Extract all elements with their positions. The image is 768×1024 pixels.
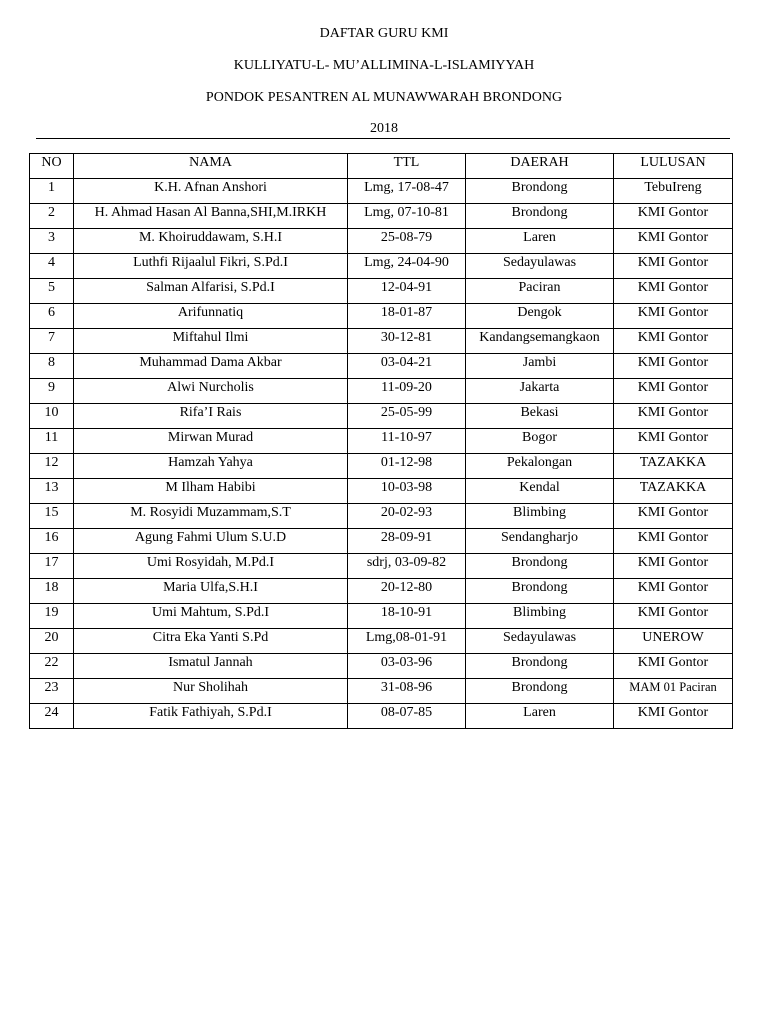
cell-ttl: 20-02-93 bbox=[348, 504, 466, 529]
column-header-ttl: TTL bbox=[348, 154, 466, 179]
cell-nama: Nur Sholihah bbox=[74, 679, 348, 704]
cell-ttl: 18-01-87 bbox=[348, 304, 466, 329]
cell-daerah: Bogor bbox=[466, 429, 614, 454]
table-row bbox=[30, 454, 733, 479]
cell-lulusan: TAZAKKA bbox=[614, 454, 733, 479]
cell-daerah: Brondong bbox=[466, 579, 614, 604]
column-header-lulusan: LULUSAN bbox=[614, 154, 733, 179]
table-row bbox=[30, 604, 733, 629]
cell-lulusan: TAZAKKA bbox=[614, 479, 733, 504]
cell-daerah: Kandangsemangkaon bbox=[466, 329, 614, 354]
cell-ttl: 25-08-79 bbox=[348, 229, 466, 254]
cell-lulusan: MAM 01 Paciran bbox=[614, 679, 733, 704]
cell-daerah: Brondong bbox=[466, 654, 614, 679]
cell-no: 10 bbox=[30, 404, 74, 429]
cell-ttl: 03-04-21 bbox=[348, 354, 466, 379]
cell-lulusan: KMI Gontor bbox=[614, 304, 733, 329]
table-row bbox=[30, 204, 733, 229]
table-row bbox=[30, 404, 733, 429]
cell-nama: Umi Mahtum, S.Pd.I bbox=[74, 604, 348, 629]
cell-no: 8 bbox=[30, 354, 74, 379]
cell-ttl: 03-03-96 bbox=[348, 654, 466, 679]
cell-ttl: 10-03-98 bbox=[348, 479, 466, 504]
cell-nama: Citra Eka Yanti S.Pd bbox=[74, 629, 348, 654]
cell-daerah: Sendangharjo bbox=[466, 529, 614, 554]
cell-daerah: Blimbing bbox=[466, 504, 614, 529]
cell-nama: Luthfi Rijaalul Fikri, S.Pd.I bbox=[74, 254, 348, 279]
cell-lulusan: KMI Gontor bbox=[614, 229, 733, 254]
cell-lulusan: KMI Gontor bbox=[614, 279, 733, 304]
table-row bbox=[30, 654, 733, 679]
cell-nama: Mirwan Murad bbox=[74, 429, 348, 454]
cell-lulusan: KMI Gontor bbox=[614, 254, 733, 279]
cell-ttl: 28-09-91 bbox=[348, 529, 466, 554]
cell-ttl: 31-08-96 bbox=[348, 679, 466, 704]
cell-daerah: Laren bbox=[466, 229, 614, 254]
cell-daerah: Sedayulawas bbox=[466, 254, 614, 279]
cell-nama: Hamzah Yahya bbox=[74, 454, 348, 479]
cell-nama: M. Khoiruddawam, S.H.I bbox=[74, 229, 348, 254]
cell-daerah: Paciran bbox=[466, 279, 614, 304]
cell-lulusan: KMI Gontor bbox=[614, 379, 733, 404]
cell-daerah: Blimbing bbox=[466, 604, 614, 629]
cell-no: 17 bbox=[30, 554, 74, 579]
school-name: PONDOK PESANTREN AL MUNAWWARAH BRONDONG bbox=[205, 90, 563, 105]
cell-ttl: 25-05-99 bbox=[348, 404, 466, 429]
cell-ttl: 01-12-98 bbox=[348, 454, 466, 479]
cell-no: 1 bbox=[30, 179, 74, 204]
cell-lulusan: TebuIreng bbox=[614, 179, 733, 204]
cell-lulusan: KMI Gontor bbox=[614, 329, 733, 354]
cell-no: 7 bbox=[30, 329, 74, 354]
cell-no: 2 bbox=[30, 204, 74, 229]
teacher-table bbox=[29, 153, 733, 729]
cell-nama: Maria Ulfa,S.H.I bbox=[74, 579, 348, 604]
cell-ttl: 30-12-81 bbox=[348, 329, 466, 354]
cell-no: 19 bbox=[30, 604, 74, 629]
cell-no: 24 bbox=[30, 704, 74, 729]
table-header-row bbox=[30, 154, 733, 179]
cell-daerah: Brondong bbox=[466, 679, 614, 704]
table-row bbox=[30, 479, 733, 504]
cell-lulusan: KMI Gontor bbox=[614, 204, 733, 229]
table-row bbox=[30, 504, 733, 529]
cell-lulusan: KMI Gontor bbox=[614, 429, 733, 454]
cell-lulusan: KMI Gontor bbox=[614, 604, 733, 629]
table-row bbox=[30, 254, 733, 279]
cell-nama: H. Ahmad Hasan Al Banna,SHI,M.IRKH bbox=[74, 204, 348, 229]
cell-ttl: 18-10-91 bbox=[348, 604, 466, 629]
cell-ttl: Lmg, 17-08-47 bbox=[348, 179, 466, 204]
cell-no: 12 bbox=[30, 454, 74, 479]
cell-daerah: Bekasi bbox=[466, 404, 614, 429]
cell-no: 23 bbox=[30, 679, 74, 704]
cell-nama: Alwi Nurcholis bbox=[74, 379, 348, 404]
cell-ttl: 08-07-85 bbox=[348, 704, 466, 729]
cell-lulusan: KMI Gontor bbox=[614, 654, 733, 679]
table-row bbox=[30, 354, 733, 379]
cell-lulusan: KMI Gontor bbox=[614, 554, 733, 579]
cell-daerah: Jakarta bbox=[466, 379, 614, 404]
table-row bbox=[30, 379, 733, 404]
table-row bbox=[30, 429, 733, 454]
cell-daerah: Pekalongan bbox=[466, 454, 614, 479]
column-header-no: NO bbox=[30, 154, 74, 179]
cell-ttl: 11-10-97 bbox=[348, 429, 466, 454]
table-row bbox=[30, 704, 733, 729]
cell-no: 5 bbox=[30, 279, 74, 304]
cell-no: 18 bbox=[30, 579, 74, 604]
cell-nama: Agung Fahmi Ulum S.U.D bbox=[74, 529, 348, 554]
column-header-daerah: DAERAH bbox=[466, 154, 614, 179]
table-row bbox=[30, 304, 733, 329]
cell-lulusan: KMI Gontor bbox=[614, 579, 733, 604]
cell-nama: M. Rosyidi Muzammam,S.T bbox=[74, 504, 348, 529]
cell-ttl: 11-09-20 bbox=[348, 379, 466, 404]
cell-no: 20 bbox=[30, 629, 74, 654]
cell-nama: Salman Alfarisi, S.Pd.I bbox=[74, 279, 348, 304]
cell-lulusan: KMI Gontor bbox=[614, 404, 733, 429]
table-row bbox=[30, 179, 733, 204]
cell-ttl: sdrj, 03-09-82 bbox=[348, 554, 466, 579]
cell-no: 22 bbox=[30, 654, 74, 679]
table-row bbox=[30, 229, 733, 254]
cell-lulusan: UNEROW bbox=[614, 629, 733, 654]
table-row bbox=[30, 679, 733, 704]
cell-ttl: 12-04-91 bbox=[348, 279, 466, 304]
cell-ttl: Lmg, 07-10-81 bbox=[348, 204, 466, 229]
cell-nama: M Ilham Habibi bbox=[74, 479, 348, 504]
cell-daerah: Laren bbox=[466, 704, 614, 729]
table-row bbox=[30, 529, 733, 554]
cell-nama: Umi Rosyidah, M.Pd.I bbox=[74, 554, 348, 579]
cell-ttl: Lmg,08-01-91 bbox=[348, 629, 466, 654]
table-row bbox=[30, 279, 733, 304]
cell-no: 9 bbox=[30, 379, 74, 404]
document-title: DAFTAR GURU KMI bbox=[319, 26, 449, 41]
cell-daerah: Jambi bbox=[466, 354, 614, 379]
cell-lulusan: KMI Gontor bbox=[614, 529, 733, 554]
cell-daerah: Brondong bbox=[466, 204, 614, 229]
cell-no: 3 bbox=[30, 229, 74, 254]
table-body bbox=[30, 179, 733, 729]
cell-daerah: Brondong bbox=[466, 554, 614, 579]
table-row bbox=[30, 554, 733, 579]
cell-daerah: Brondong bbox=[466, 179, 614, 204]
cell-lulusan: KMI Gontor bbox=[614, 704, 733, 729]
cell-daerah: Kendal bbox=[466, 479, 614, 504]
cell-no: 6 bbox=[30, 304, 74, 329]
cell-nama: Rifa’I Rais bbox=[74, 404, 348, 429]
cell-daerah: Sedayulawas bbox=[466, 629, 614, 654]
cell-lulusan: KMI Gontor bbox=[614, 354, 733, 379]
table-row bbox=[30, 629, 733, 654]
institution-name: KULLIYATU-L- MU’ALLIMINA-L-ISLAMIYYAH bbox=[233, 58, 535, 73]
cell-nama: Arifunnatiq bbox=[74, 304, 348, 329]
header-divider bbox=[36, 138, 730, 139]
table-row bbox=[30, 579, 733, 604]
cell-no: 4 bbox=[30, 254, 74, 279]
cell-no: 13 bbox=[30, 479, 74, 504]
cell-nama: Fatik Fathiyah, S.Pd.I bbox=[74, 704, 348, 729]
table-row bbox=[30, 329, 733, 354]
cell-nama: Miftahul Ilmi bbox=[74, 329, 348, 354]
cell-ttl: Lmg, 24-04-90 bbox=[348, 254, 466, 279]
cell-daerah: Dengok bbox=[466, 304, 614, 329]
cell-nama: Ismatul Jannah bbox=[74, 654, 348, 679]
cell-no: 16 bbox=[30, 529, 74, 554]
cell-ttl: 20-12-80 bbox=[348, 579, 466, 604]
cell-nama: Muhammad Dama Akbar bbox=[74, 354, 348, 379]
cell-lulusan: KMI Gontor bbox=[614, 504, 733, 529]
column-header-nama: NAMA bbox=[74, 154, 348, 179]
document-year: 2018 bbox=[370, 121, 398, 136]
cell-no: 15 bbox=[30, 504, 74, 529]
cell-nama: K.H. Afnan Anshori bbox=[74, 179, 348, 204]
cell-no: 11 bbox=[30, 429, 74, 454]
